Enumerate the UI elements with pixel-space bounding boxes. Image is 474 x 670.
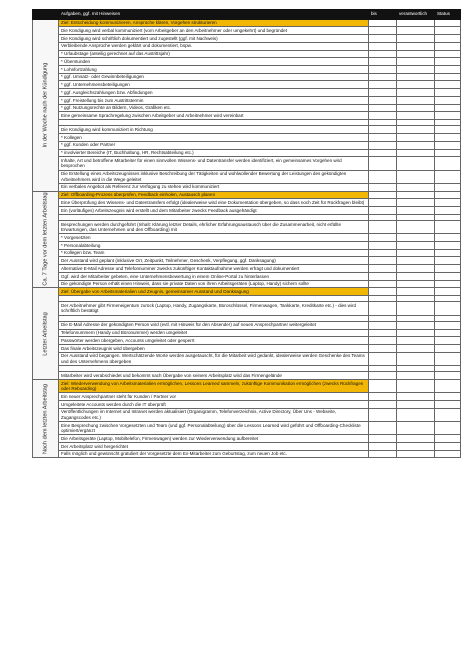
responsible-cell[interactable] xyxy=(397,393,435,401)
responsible-cell[interactable] xyxy=(397,272,435,280)
table-row xyxy=(33,302,461,315)
task-text: * Kollegen xyxy=(59,134,369,142)
status-cell[interactable] xyxy=(435,435,461,443)
section-label-cell xyxy=(33,19,59,191)
responsible-cell[interactable] xyxy=(397,352,435,365)
due-cell[interactable] xyxy=(369,170,397,183)
table-row xyxy=(33,141,461,149)
offboarding-checklist-table xyxy=(32,9,461,458)
task-text: Eine Besprechung zwischen Vorgesetzten und Team (und ggf. Personalabteilung) über die Lessons Learned wird geführt und Offboarding-Checkliste optimiert/ergänzt xyxy=(59,421,369,434)
responsible-cell[interactable] xyxy=(397,400,435,408)
header-task: Aufgaben, ggf. mit Hinweisen xyxy=(59,10,369,20)
responsible-cell[interactable] xyxy=(397,321,435,329)
due-cell[interactable] xyxy=(369,408,397,421)
table-row xyxy=(33,344,461,352)
status-cell[interactable] xyxy=(435,321,461,329)
table-row xyxy=(33,170,461,183)
responsible-cell[interactable] xyxy=(397,50,435,58)
task-text: * ggf. Kunden oder Partner xyxy=(59,141,369,149)
due-cell[interactable] xyxy=(369,112,397,120)
status-cell[interactable] xyxy=(435,352,461,365)
status-cell[interactable] xyxy=(435,372,461,380)
table-row xyxy=(33,35,461,43)
table-row xyxy=(33,442,461,450)
status-cell[interactable] xyxy=(435,393,461,401)
responsible-cell[interactable] xyxy=(397,81,435,89)
responsible-cell[interactable] xyxy=(397,141,435,149)
section-goal: Ziel: Wiederverwendung von Arbeitsmaterialien ermöglichen, Lessons Learned sammeln, zukünftige Kommunikation ermöglichen (zwecks Rückfragen oder Reboarding) xyxy=(59,379,369,392)
status-cell[interactable] xyxy=(435,89,461,97)
status-cell[interactable] xyxy=(435,302,461,315)
table-row xyxy=(33,66,461,74)
due-cell[interactable] xyxy=(369,393,397,401)
table-row xyxy=(33,89,461,97)
task-text: Telefonnummern (Handy und Büronummer) werden umgeleitet xyxy=(59,329,369,337)
task-text: Ggf. wird der Mitarbeiter gebeten, eine Unternehmensbewertung in einem Online-Portal zu hinterlassen xyxy=(59,272,369,280)
section-label: In der Woche nach der Kündigung xyxy=(42,62,49,148)
responsible-cell[interactable] xyxy=(397,19,435,27)
responsible-cell[interactable] xyxy=(397,241,435,249)
task-text: Die Arbeitsgeräte (Laptop, Mobiltelefon, Firmenwagen) werden zur Wiederverwendung aufbereitet xyxy=(59,435,369,443)
task-text: Mitarbeiter wird verabschiedet und bekommt nach Übergabe von seinem Arbeitsplatz wird das Firmengelände xyxy=(59,372,369,380)
section-goal-row xyxy=(33,379,461,392)
due-cell[interactable] xyxy=(369,42,397,50)
due-cell[interactable] xyxy=(369,104,397,112)
due-cell[interactable] xyxy=(369,27,397,35)
status-cell[interactable] xyxy=(435,134,461,142)
status-cell[interactable] xyxy=(435,344,461,352)
responsible-cell[interactable] xyxy=(397,170,435,183)
table-header-row xyxy=(33,10,461,20)
responsible-cell[interactable] xyxy=(397,372,435,380)
header-responsible: verantwortlich xyxy=(397,10,435,20)
status-cell[interactable] xyxy=(435,157,461,170)
due-cell[interactable] xyxy=(369,149,397,157)
task-text: * ggf. Umsatz- oder Gewinnbeteiligungen xyxy=(59,73,369,81)
responsible-cell[interactable] xyxy=(397,329,435,337)
task-text: Der Ausstand wird begangen. Wertschätzende Worte werden ausgetauscht, für die Mitarbeit wird gedankt, idealerweise werden Geschenke des Teams und des Unternehmens übergeben xyxy=(59,352,369,365)
task-text: * ggf. Nutzungsrechte an Bildern, Videos, Grafiken etc. xyxy=(59,104,369,112)
responsible-cell[interactable] xyxy=(397,234,435,242)
task-text: Ein (vorläufiges) Arbeitszeugnis wird erstellt und dem Mitarbeiter zwecks Feedback ausgehändigt xyxy=(59,207,369,215)
responsible-cell[interactable] xyxy=(397,27,435,35)
due-cell[interactable] xyxy=(369,89,397,97)
due-cell[interactable] xyxy=(369,157,397,170)
section-label-cell xyxy=(33,379,59,458)
table-row xyxy=(33,272,461,280)
table-row xyxy=(33,352,461,365)
status-cell[interactable] xyxy=(435,207,461,215)
table-row xyxy=(33,199,461,207)
table-row xyxy=(33,257,461,265)
table-row xyxy=(33,112,461,120)
task-text: Umgeleitete Accounts werden durch die IT überprüft xyxy=(59,400,369,408)
table-row xyxy=(33,241,461,249)
due-cell[interactable] xyxy=(369,58,397,66)
task-text: Die Kündigung wird schriftlich dokumentiert und zugestellt (ggf. mit Nachweis) xyxy=(59,35,369,43)
status-cell[interactable] xyxy=(435,329,461,337)
due-cell[interactable] xyxy=(369,81,397,89)
table-row xyxy=(33,50,461,58)
due-cell[interactable] xyxy=(369,337,397,345)
due-cell[interactable] xyxy=(369,207,397,215)
responsible-cell[interactable] xyxy=(397,379,435,392)
status-cell[interactable] xyxy=(435,191,461,199)
task-text: Die Kündigung wird kommuniziert in Richtung xyxy=(59,126,369,134)
table-row xyxy=(33,157,461,170)
task-text: * ggf. Ausgleichszahlungen bzw. Abfindungen xyxy=(59,89,369,97)
table-row xyxy=(33,149,461,157)
table-row xyxy=(33,321,461,329)
table-row xyxy=(33,234,461,242)
task-text: Alternative E-Mail Adresse und Telefonnummer zwecks zukünftiger Kontaktaufnahme werden erfragt und dokumentiert xyxy=(59,265,369,273)
status-cell[interactable] xyxy=(435,265,461,273)
due-cell[interactable] xyxy=(369,329,397,337)
status-cell[interactable] xyxy=(435,66,461,74)
table-row xyxy=(33,134,461,142)
table-row xyxy=(33,42,461,50)
table-row xyxy=(33,408,461,421)
header-blank xyxy=(33,10,59,20)
responsible-cell[interactable] xyxy=(397,96,435,104)
status-cell[interactable] xyxy=(435,149,461,157)
responsible-cell[interactable] xyxy=(397,220,435,233)
due-cell[interactable] xyxy=(369,280,397,288)
status-cell[interactable] xyxy=(435,450,461,458)
task-text: Der Arbeitnehmer gibt Firmeneigentum zurück (Laptop, Handy, Zugangskarte, Büroschlüssel, Firmenwagen, Tankkarte, Kreditkarte etc.) - dies wird schriftlich bestätigt xyxy=(59,302,369,315)
section-goal-row xyxy=(33,288,461,296)
status-cell[interactable] xyxy=(435,58,461,66)
due-cell[interactable] xyxy=(369,66,397,74)
table-row xyxy=(33,126,461,134)
task-text: Verbleibende Ansprüche werden geklärt und dokumentiert, bspw. xyxy=(59,42,369,50)
task-text: * Vorgesetzten xyxy=(59,234,369,242)
task-text: Veröffentlichungen im Internet und Intranet werden aktualisiert (Organigramm, Telefonverzeichnis, Active Directory, Über Uns - Webseite, Zugangscodes etc.) xyxy=(59,408,369,421)
table-row xyxy=(33,58,461,66)
status-cell[interactable] xyxy=(435,421,461,434)
status-cell[interactable] xyxy=(435,408,461,421)
due-cell[interactable] xyxy=(369,199,397,207)
status-cell[interactable] xyxy=(435,249,461,257)
section-goal: Ziel: Übergabe von Arbeitsmaterialien und Zeugnis, gemeinsamer Ausstand und Danksagung xyxy=(59,288,369,296)
responsible-cell[interactable] xyxy=(397,421,435,434)
due-cell[interactable] xyxy=(369,321,397,329)
table-row xyxy=(33,207,461,215)
responsible-cell[interactable] xyxy=(397,408,435,421)
table-row xyxy=(33,329,461,337)
due-cell[interactable] xyxy=(369,352,397,365)
due-cell[interactable] xyxy=(369,183,397,191)
status-cell[interactable] xyxy=(435,234,461,242)
responsible-cell[interactable] xyxy=(397,442,435,450)
due-cell[interactable] xyxy=(369,450,397,458)
due-cell[interactable] xyxy=(369,19,397,27)
responsible-cell[interactable] xyxy=(397,191,435,199)
status-cell[interactable] xyxy=(435,183,461,191)
task-text: Der Ausstand wird geplant (inklusive Ort, Zeitpunkt, Teilnehmer, Geschenk, Verpflegung, ggf. Danksagung) xyxy=(59,257,369,265)
responsible-cell[interactable] xyxy=(397,207,435,215)
task-text: Eine Überprüfung des Wissens- und Datentransfers erfolgt (idealerweise wird eine Dokumentation übergeben, so dass noch Zeit für Rückfragen bleibt) xyxy=(59,199,369,207)
section-label: Ca. 7 Tage vor dem letzten Arbeitstag xyxy=(42,192,49,287)
due-cell[interactable] xyxy=(369,126,397,134)
table-row xyxy=(33,435,461,443)
task-text: Die gekündigte Person erhält einen Hinweis, dass sie private Daten von ihren Arbeitsgeräten (Laptop, Handy) sichern sollte xyxy=(59,280,369,288)
status-cell[interactable] xyxy=(435,73,461,81)
due-cell[interactable] xyxy=(369,241,397,249)
section-goal-row xyxy=(33,19,461,27)
responsible-cell[interactable] xyxy=(397,89,435,97)
responsible-cell[interactable] xyxy=(397,58,435,66)
task-text: Ein verbales Angebot als Referenz zur Verfügung zu stehen wird kommuniziert xyxy=(59,183,369,191)
section-goal-row xyxy=(33,191,461,199)
responsible-cell[interactable] xyxy=(397,288,435,296)
status-cell[interactable] xyxy=(435,220,461,233)
status-cell[interactable] xyxy=(435,35,461,43)
responsible-cell[interactable] xyxy=(397,302,435,315)
due-cell[interactable] xyxy=(369,249,397,257)
task-text: Der Arbeitsplatz wird hergerichtet xyxy=(59,442,369,450)
task-text: Die Kündigung wird verbal kommuniziert (vom Arbeitgeber an den Arbeitnehmer oder umgekehrt) und begründet xyxy=(59,27,369,35)
task-text: * Personalabteilung xyxy=(59,241,369,249)
section-label: Nach dem letzten Arbeitstag xyxy=(42,383,49,454)
due-cell[interactable] xyxy=(369,220,397,233)
status-cell[interactable] xyxy=(435,337,461,345)
task-text: Das finale Arbeitszeugnis wird übergeben xyxy=(59,344,369,352)
header-due: bis xyxy=(369,10,397,20)
responsible-cell[interactable] xyxy=(397,134,435,142)
responsible-cell[interactable] xyxy=(397,435,435,443)
status-cell[interactable] xyxy=(435,42,461,50)
status-cell[interactable] xyxy=(435,400,461,408)
task-text: Die E-Mail Adresse der gekündigten Person wird (evtl. mit Hinweis für den Absender) auf neuen Ansprechpartner weitergeleitet xyxy=(59,321,369,329)
status-cell[interactable] xyxy=(435,257,461,265)
table-row xyxy=(33,393,461,401)
table-row xyxy=(33,280,461,288)
task-text: Inhalte, Art und betroffene Mitarbeiter für einen sinnvollen Wissens- und Datentransfer werden identifiziert, ein gemeinsames Vorgehen wird besprochen xyxy=(59,157,369,170)
task-text: * ggf. Unternehmensbeteiligungen xyxy=(59,81,369,89)
due-cell[interactable] xyxy=(369,50,397,58)
task-text: * Urlaubstage (anteilig gerechnet auf das Austrittsjahr) xyxy=(59,50,369,58)
responsible-cell[interactable] xyxy=(397,104,435,112)
status-cell[interactable] xyxy=(435,288,461,296)
task-text: * involvierter Bereiche (IT, Buchhaltung, HR, Rechtsabteilung etc.) xyxy=(59,149,369,157)
section-label: Letzter Arbeitstag xyxy=(42,311,49,356)
task-text: Passwörter werden übergeben, Accounts umgeleitet oder gesperrt xyxy=(59,337,369,345)
status-cell[interactable] xyxy=(435,19,461,27)
table-row xyxy=(33,249,461,257)
due-cell[interactable] xyxy=(369,141,397,149)
due-cell[interactable] xyxy=(369,265,397,273)
table-row xyxy=(33,450,461,458)
responsible-cell[interactable] xyxy=(397,149,435,157)
task-text: Die Erstellung eines Arbeitszeugnisses inklusive Beschreibung der Tätigkeiten und wohlwollender Bewertung der Leistungen des gekündigten Arbeitnehmers wird in die Wege geleitet xyxy=(59,170,369,183)
section-label-cell xyxy=(33,288,59,380)
table-row xyxy=(33,265,461,273)
section-goal: Ziel: Entscheidung kommunizieren, Ansprüche klären, Vorgehen strukturieren xyxy=(59,19,369,27)
responsible-cell[interactable] xyxy=(397,73,435,81)
table-row xyxy=(33,220,461,233)
task-text: Ein neuer Ansprechpartner steht für Kunden / Partner vor xyxy=(59,393,369,401)
table-row xyxy=(33,27,461,35)
responsible-cell[interactable] xyxy=(397,66,435,74)
status-cell[interactable] xyxy=(435,280,461,288)
responsible-cell[interactable] xyxy=(397,42,435,50)
status-cell[interactable] xyxy=(435,272,461,280)
due-cell[interactable] xyxy=(369,134,397,142)
status-cell[interactable] xyxy=(435,241,461,249)
status-cell[interactable] xyxy=(435,27,461,35)
section-goal: Ziel: Offboarding-Prozess überprüfen, Feedback einholen, Austausch planen xyxy=(59,191,369,199)
due-cell[interactable] xyxy=(369,435,397,443)
responsible-cell[interactable] xyxy=(397,183,435,191)
due-cell[interactable] xyxy=(369,379,397,392)
due-cell[interactable] xyxy=(369,372,397,380)
due-cell[interactable] xyxy=(369,35,397,43)
responsible-cell[interactable] xyxy=(397,280,435,288)
table-row xyxy=(33,81,461,89)
header-status: Status xyxy=(435,10,461,20)
due-cell[interactable] xyxy=(369,344,397,352)
status-cell[interactable] xyxy=(435,50,461,58)
due-cell[interactable] xyxy=(369,400,397,408)
task-text: * ggf. Freistellung bis zum Austrittstermin xyxy=(59,96,369,104)
due-cell[interactable] xyxy=(369,272,397,280)
task-text: * Kollegen bzw. Team xyxy=(59,249,369,257)
status-cell[interactable] xyxy=(435,81,461,89)
due-cell[interactable] xyxy=(369,442,397,450)
due-cell[interactable] xyxy=(369,73,397,81)
task-text: Eine gemeinsame Sprachregelung zwischen Arbeitgeber und Arbeitnehmer wird vereinbart xyxy=(59,112,369,120)
due-cell[interactable] xyxy=(369,302,397,315)
table-row xyxy=(33,421,461,434)
table-row xyxy=(33,104,461,112)
due-cell[interactable] xyxy=(369,421,397,434)
due-cell[interactable] xyxy=(369,96,397,104)
due-cell[interactable] xyxy=(369,191,397,199)
responsible-cell[interactable] xyxy=(397,126,435,134)
status-cell[interactable] xyxy=(435,379,461,392)
responsible-cell[interactable] xyxy=(397,157,435,170)
status-cell[interactable] xyxy=(435,104,461,112)
status-cell[interactable] xyxy=(435,170,461,183)
responsible-cell[interactable] xyxy=(397,344,435,352)
table-row xyxy=(33,96,461,104)
table-row xyxy=(33,337,461,345)
status-cell[interactable] xyxy=(435,126,461,134)
status-cell[interactable] xyxy=(435,96,461,104)
task-text: * Überstunden xyxy=(59,58,369,66)
responsible-cell[interactable] xyxy=(397,450,435,458)
task-text: Falls möglich und gewünscht gratuliert der Vorgesetzte dem Ex-Mitarbeiter zum Geburtstag, zum neuen Job etc. xyxy=(59,450,369,458)
due-cell[interactable] xyxy=(369,257,397,265)
responsible-cell[interactable] xyxy=(397,35,435,43)
status-cell[interactable] xyxy=(435,141,461,149)
responsible-cell[interactable] xyxy=(397,249,435,257)
table-row xyxy=(33,400,461,408)
status-cell[interactable] xyxy=(435,199,461,207)
responsible-cell[interactable] xyxy=(397,199,435,207)
responsible-cell[interactable] xyxy=(397,337,435,345)
status-cell[interactable] xyxy=(435,442,461,450)
table-row xyxy=(33,372,461,380)
task-text: Besprechungen werden durchgeführt (Inhalt: Klärung letzter Details, ehrlicher Erfahrungsaustausch über die Zusammenarbeit, nicht erfüllte Erwartungen, das Unternehmen und den Offboarding) mit xyxy=(59,220,369,233)
due-cell[interactable] xyxy=(369,288,397,296)
status-cell[interactable] xyxy=(435,112,461,120)
responsible-cell[interactable] xyxy=(397,257,435,265)
due-cell[interactable] xyxy=(369,234,397,242)
table-row xyxy=(33,73,461,81)
task-text: * Lohnfortzahlung xyxy=(59,66,369,74)
table-row xyxy=(33,183,461,191)
section-label-cell xyxy=(33,191,59,288)
responsible-cell[interactable] xyxy=(397,112,435,120)
responsible-cell[interactable] xyxy=(397,265,435,273)
